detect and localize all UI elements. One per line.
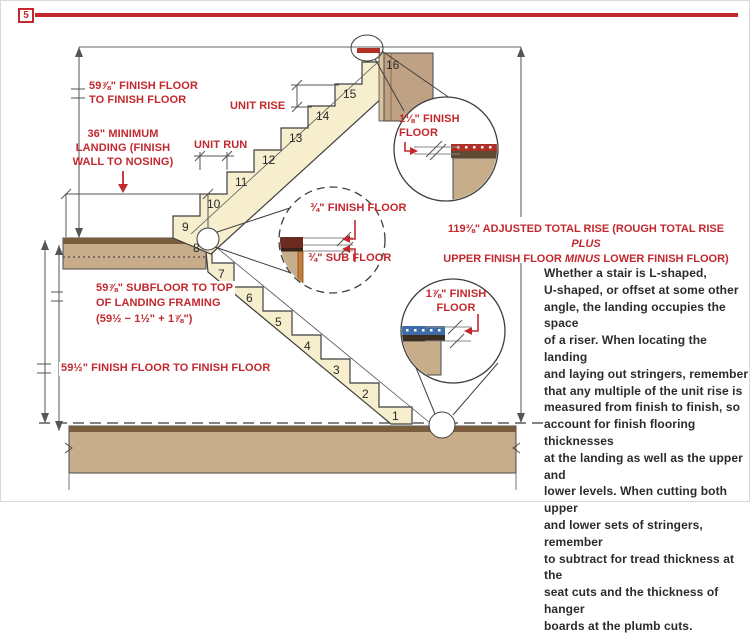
adjusted-total-rise-line1: 119⅜" ADJUSTED TOTAL RISE (ROUGH TOTAL RISE PLUS (447, 223, 725, 250)
label-lower-rise: 59½" FINISH FLOOR TO FINISH FLOOR (61, 362, 271, 374)
tread-number: 1 (392, 409, 399, 423)
tread-number: 6 (246, 291, 253, 305)
tread-number: 16 (386, 58, 400, 72)
tread-number: 3 (333, 363, 340, 377)
label-unit-run: UNIT RUN (194, 139, 248, 151)
tread-number: 9 (182, 220, 189, 234)
tread-number: 7 (218, 267, 225, 281)
detail-label-upper-finish-floor: 1⅛" FINISH FLOOR (399, 113, 460, 139)
label-subfloor-to-landing: 59⅞" SUBFLOOR TO TOP OF LANDING FRAMING (59½ − 1½" + 1⅞") (94, 281, 235, 327)
tread-number: 14 (316, 109, 330, 123)
tread-number: 11 (235, 175, 248, 189)
detail-label-landing-finish-floor: ¾" FINISH FLOOR (310, 202, 407, 214)
tread-number: 2 (362, 387, 369, 401)
tread-number: 4 (304, 339, 311, 353)
label-unit-rise: UNIT RISE (230, 100, 286, 112)
article-text: Whether a stair is L-shaped, U-shaped, or offset at some other angle, the landing occupies the space of a riser. When locating the landing and laying out stringers, remember that any multiple of the unit rise is measured from finish to finish, so account for finish flooring thicknesses at the landing as well as the upper and lower levels. When cutting both upper and lower sets of stringers, remember to subtract for tread thickness at the seat cuts and the thickness of hanger boards at the plumb cuts. (544, 266, 749, 633)
label-upper-rise: 59⅞" FINISH FLOOR TO FINISH FLOOR (89, 80, 198, 106)
label-min-landing: 36" MINIMUM LANDING (FINISH WALL TO NOSING) (72, 128, 174, 168)
tread-number: 10 (207, 197, 221, 211)
detail-label-landing-subfloor: ¾" SUB FLOOR (308, 252, 392, 264)
tread-number: 8 (193, 241, 200, 255)
unit-run-dimension (194, 151, 234, 170)
lower-floor-slab (65, 426, 520, 490)
tread-number: 5 (275, 315, 282, 329)
tread-number: 12 (262, 153, 276, 167)
page-number-badge: 5 (18, 8, 34, 23)
landing-label-arrow (118, 171, 128, 193)
label-adjusted-total-rise (433, 222, 739, 267)
tread-number: 13 (289, 131, 303, 145)
adjusted-total-rise-line2: UPPER FINISH FLOOR MINUS LOWER FINISH FLOOR) (443, 253, 729, 265)
detail-label-lower-finish-floor: 1⅞" FINISH FLOOR (425, 288, 487, 314)
tread-number: 15 (343, 87, 357, 101)
